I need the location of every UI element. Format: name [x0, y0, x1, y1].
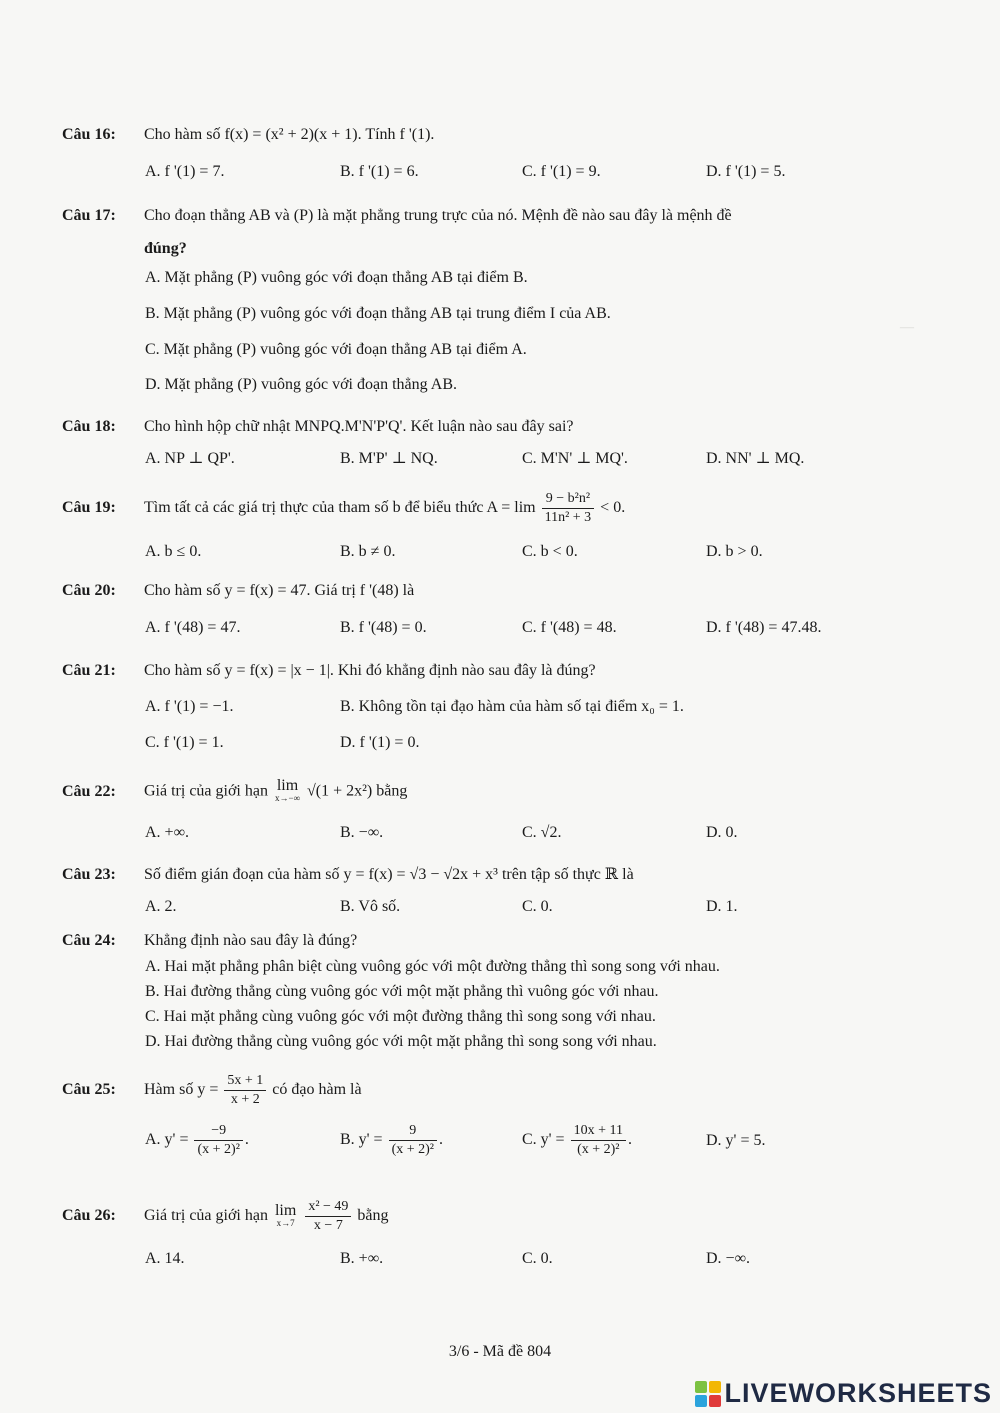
- option-b[interactable]: B. M'P' ⊥ NQ.: [340, 450, 438, 467]
- option-c[interactable]: C. 0.: [522, 898, 553, 915]
- question-stem-end: có đạo hàm là: [272, 1081, 362, 1099]
- limit-expression: √(1 + 2x²): [306, 782, 373, 800]
- question-stem: Số điểm gián đoạn của hàm số y = f(x) = √3 − √2x + x³ trên tập số thực ℝ là: [144, 866, 634, 883]
- option-b[interactable]: B. −∞.: [340, 824, 384, 841]
- option-a[interactable]: A. b ≤ 0.: [145, 543, 202, 560]
- option-a[interactable]: A. 2.: [145, 898, 177, 915]
- question-label: Câu 22:: [62, 782, 116, 800]
- option-a[interactable]: A. f '(1) = −1.: [145, 698, 234, 715]
- question-stem: Cho hình hộp chữ nhật MNPQ.M'N'P'Q'. Kết luận nào sau đây sai?: [144, 418, 574, 435]
- question-stem: Khẳng định nào sau đây là đúng?: [144, 932, 358, 949]
- limit-text: lim: [276, 777, 299, 794]
- option-c[interactable]: C. M'N' ⊥ MQ'.: [522, 450, 628, 467]
- question-26: [62, 1198, 389, 1235]
- limit-operator: [274, 777, 300, 804]
- option-a[interactable]: A. f '(48) = 47.: [145, 619, 241, 636]
- fraction: [305, 1198, 351, 1235]
- fraction: [542, 490, 595, 527]
- fraction-denominator: (x + 2)²: [577, 1142, 620, 1157]
- option-b[interactable]: B. b ≠ 0.: [340, 543, 396, 560]
- logo-square-yellow: [709, 1381, 721, 1393]
- option-c[interactable]: C. Mặt phẳng (P) vuông góc với đoạn thẳng AB tại điểm A.: [145, 341, 527, 358]
- option-b[interactable]: B. Vô số.: [340, 898, 401, 915]
- question-label: Câu 19:: [62, 499, 116, 517]
- option-prefix: B. y' =: [340, 1131, 383, 1149]
- limit-subscript: x→−∞: [274, 793, 300, 803]
- limit-subscript: x→7: [276, 1217, 295, 1228]
- question-20: [62, 582, 414, 600]
- question-stem: Hàm số y =: [144, 1081, 219, 1099]
- option-b[interactable]: B. Không tồn tại đạo hàm của hàm số tại điểm x₀ = 1.: [340, 698, 684, 715]
- option-b[interactable]: B. +∞.: [340, 1250, 384, 1267]
- fraction-numerator: x² − 49: [305, 1198, 351, 1217]
- question-label: Câu 16:: [62, 126, 116, 143]
- fraction-numerator: 10x + 11: [571, 1122, 626, 1141]
- option-c[interactable]: C. √2.: [522, 824, 562, 841]
- option-a[interactable]: A. f '(1) = 7.: [145, 163, 225, 180]
- option-d[interactable]: D. Hai đường thẳng cùng vuông góc với một mặt phẳng thì song song với nhau.: [145, 1033, 657, 1050]
- bleed-mark: —: [900, 320, 914, 335]
- option-prefix: C. y' =: [522, 1131, 565, 1149]
- question-24: [62, 932, 357, 950]
- option-prefix: A. y' =: [145, 1131, 189, 1149]
- fraction-denominator: x + 2: [230, 1092, 260, 1107]
- question-label: Câu 17:: [62, 207, 116, 224]
- logo-icon: [695, 1381, 721, 1407]
- option-b[interactable]: B. Mặt phẳng (P) vuông góc với đoạn thẳng AB tại trung điểm I của AB.: [145, 305, 611, 322]
- option-d[interactable]: D. Mặt phẳng (P) vuông góc với đoạn thẳng AB.: [145, 376, 457, 393]
- option-c[interactable]: C. Hai mặt phẳng cùng vuông góc với một đường thẳng thì song song với nhau.: [145, 1008, 656, 1025]
- option-d[interactable]: D. b > 0.: [706, 543, 763, 560]
- logo-square-sky: [695, 1395, 707, 1407]
- question-stem-cont: đúng?: [144, 240, 187, 257]
- option-b[interactable]: B. Hai đường thẳng cùng vuông góc với một mặt phẳng thì vuông góc với nhau.: [145, 983, 659, 1000]
- question-16: [62, 126, 434, 144]
- fraction-numerator: −9: [194, 1122, 242, 1141]
- fraction-denominator: (x + 2)²: [391, 1142, 434, 1157]
- question-stem: Cho đoạn thẳng AB và (P) là mặt phẳng trung trực của nó. Mệnh đề nào sau đây là mệnh đề: [144, 207, 732, 224]
- option-d[interactable]: D. y' = 5.: [706, 1132, 766, 1149]
- question-stem: Cho hàm số f(x) = (x² + 2)(x + 1). Tính f '(1).: [144, 126, 435, 143]
- question-stem: Giá trị của giới hạn: [144, 782, 268, 800]
- question-label: Câu 18:: [62, 418, 116, 435]
- question-19: [62, 490, 625, 527]
- page-footer: 3/6 - Mã đề 804: [448, 1343, 552, 1360]
- fraction: [224, 1072, 266, 1109]
- logo-square-green: [695, 1381, 707, 1393]
- option-d[interactable]: D. −∞.: [706, 1250, 750, 1267]
- option-a[interactable]: A. 14.: [145, 1250, 185, 1267]
- option-d[interactable]: D. 0.: [706, 824, 738, 841]
- question-25: [62, 1072, 362, 1109]
- option-d[interactable]: D. f '(1) = 5.: [706, 163, 786, 180]
- option-a[interactable]: A. NP ⊥ QP'.: [145, 450, 235, 467]
- option-b[interactable]: B. y' = $\frac{9}{\text{(x + 2)²}}$ .: [340, 1123, 443, 1157]
- question-22: [62, 777, 408, 804]
- fraction-denominator: (x + 2)²: [197, 1142, 240, 1157]
- question-stem-end: bằng: [357, 1207, 389, 1225]
- fraction: [571, 1122, 626, 1159]
- question-label: Câu 24:: [62, 932, 116, 949]
- fraction-numerator: 9: [389, 1122, 437, 1141]
- question-stem-end: < 0.: [600, 499, 626, 517]
- option-a[interactable]: A. y' = $\frac{-9}{\text{(x + 2)²}}$ .: [145, 1123, 249, 1157]
- limit-text: lim: [274, 1201, 297, 1219]
- question-stem-end: bằng: [376, 782, 408, 800]
- logo-text: LIVEWORKSHEETS: [724, 1378, 992, 1408]
- limit-operator: [274, 1201, 297, 1229]
- option-c[interactable]: C. f '(1) = 1.: [145, 734, 224, 751]
- question-label: Câu 20:: [62, 582, 116, 599]
- option-d[interactable]: D. 1.: [706, 898, 738, 915]
- option-a[interactable]: A. Mặt phẳng (P) vuông góc với đoạn thẳng AB tại điểm B.: [145, 269, 528, 286]
- option-d[interactable]: D. f '(1) = 0.: [340, 734, 420, 751]
- liveworksheets-logo[interactable]: [695, 1378, 992, 1409]
- question-18: [62, 418, 574, 436]
- question-21: [62, 662, 596, 680]
- option-d[interactable]: D. NN' ⊥ MQ.: [706, 450, 805, 467]
- option-a[interactable]: A. Hai mặt phẳng phân biệt cùng vuông góc với một đường thẳng thì song song với nhau.: [145, 958, 720, 975]
- fraction: [389, 1122, 437, 1159]
- question-stem: Cho hàm số y = f(x) = |x − 1|. Khi đó khẳng định nào sau đây là đúng?: [144, 662, 596, 679]
- option-c[interactable]: C. y' = $\frac{10x + 11}{\text{(x + 2)²}}$ .: [522, 1123, 632, 1157]
- question-label: Câu 21:: [62, 662, 116, 679]
- option-c[interactable]: C. 0.: [522, 1250, 553, 1267]
- fraction: [194, 1122, 242, 1159]
- logo-square-red: [709, 1395, 721, 1407]
- option-b[interactable]: B. f '(1) = 6.: [340, 163, 419, 180]
- question-label: Câu 25:: [62, 1081, 116, 1099]
- fraction-denominator: 11n² + 3: [544, 510, 592, 525]
- question-stem: Tìm tất cả các giá trị thực của tham số b để biểu thức A = lim: [144, 499, 536, 517]
- question-stem: Giá trị của giới hạn: [144, 1207, 268, 1225]
- question-label: Câu 23:: [62, 866, 116, 883]
- option-c[interactable]: C. f '(48) = 48.: [522, 619, 617, 636]
- option-a[interactable]: A. +∞.: [145, 824, 189, 841]
- fraction-numerator: 5x + 1: [224, 1072, 266, 1091]
- option-c[interactable]: C. b < 0.: [522, 543, 578, 560]
- option-b[interactable]: B. f '(48) = 0.: [340, 619, 427, 636]
- question-23: [62, 864, 634, 884]
- fraction-numerator: 9 − b²n²: [542, 490, 595, 509]
- option-c[interactable]: C. f '(1) = 9.: [522, 163, 601, 180]
- fraction-denominator: x − 7: [313, 1218, 343, 1233]
- option-d[interactable]: D. f '(48) = 47.48.: [706, 619, 822, 636]
- question-label: Câu 26:: [62, 1207, 116, 1225]
- question-stem: Cho hàm số y = f(x) = 47. Giá trị f '(48) là: [144, 582, 415, 599]
- question-17: [62, 207, 732, 225]
